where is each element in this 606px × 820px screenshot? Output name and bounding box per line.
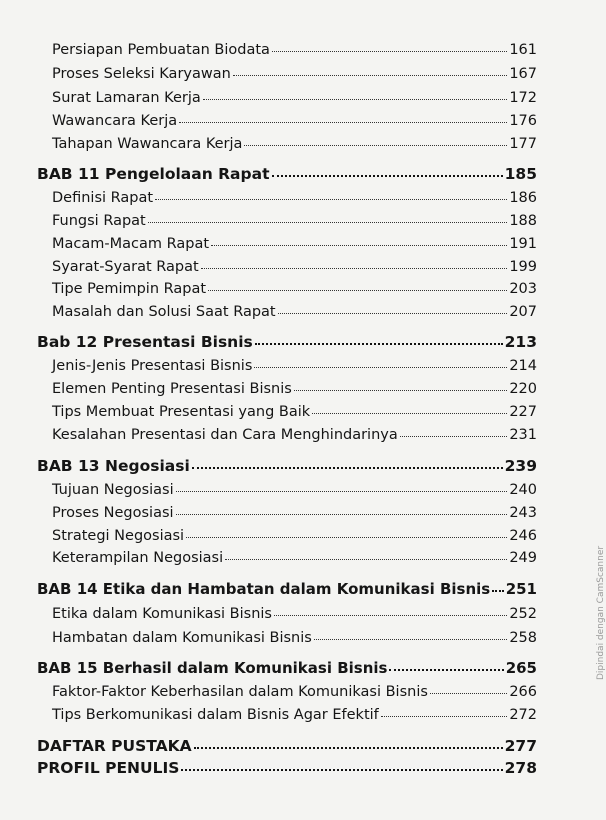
toc-entry-label: Tipe Pemimpin Rapat — [52, 281, 207, 297]
toc-chapter-bab-12 — [37, 333, 537, 351]
toc-chapter-bab-13 — [37, 457, 537, 475]
dot-leader — [314, 639, 507, 640]
toc-page-number: 220 — [509, 381, 537, 397]
dot-leader — [201, 268, 508, 269]
dot-leader — [176, 491, 508, 492]
toc-page-number: 186 — [509, 190, 537, 206]
toc-entry-tipe-pemimpin — [52, 281, 537, 297]
toc-page-number: 277 — [504, 737, 537, 755]
toc-entry-faktor-keberhasilan — [52, 684, 537, 700]
toc-entry-label: Surat Lamaran Kerja — [52, 90, 201, 106]
toc-page-number: 185 — [504, 165, 537, 183]
toc-page-number: 213 — [504, 333, 537, 351]
toc-page-number: 266 — [509, 684, 537, 700]
toc-page-number: 231 — [509, 427, 537, 443]
toc-entry-label: Elemen Penting Presentasi Bisnis — [52, 381, 292, 397]
toc-page-number: 207 — [509, 304, 537, 320]
toc-entry-macam-rapat — [52, 236, 537, 252]
toc-page-number: 203 — [509, 281, 537, 297]
toc-page-number: 249 — [509, 550, 537, 566]
dot-leader — [274, 615, 507, 616]
toc-chapter-label: BAB 13 Negosiasi — [37, 457, 190, 475]
toc-entry-syarat-rapat — [52, 259, 537, 275]
toc-page-number: 258 — [509, 630, 537, 646]
dot-leader — [225, 559, 507, 560]
toc-page-number: 191 — [509, 236, 537, 252]
toc-chapter-bab-15 — [37, 659, 537, 677]
dot-leader — [233, 75, 508, 76]
toc-entry-label: Macam-Macam Rapat — [52, 236, 210, 252]
dot-leader — [272, 175, 503, 177]
toc-chapter-profil-penulis — [37, 759, 537, 777]
toc-entry-surat-lamaran — [52, 90, 537, 106]
toc-entry-label: Keterampilan Negosiasi — [52, 550, 224, 566]
toc-page-number: 176 — [509, 113, 537, 129]
dot-leader — [272, 51, 507, 52]
toc-entry-elemen-penting — [52, 381, 537, 397]
toc-entry-label: Tahapan Wawancara Kerja — [52, 136, 243, 152]
toc-entry-jenis-presentasi — [52, 358, 537, 374]
toc-entry-label: Proses Seleksi Karyawan — [52, 66, 231, 82]
dot-leader — [312, 413, 507, 414]
toc-entry-tahapan-wawancara — [52, 136, 537, 152]
toc-page-number: 177 — [509, 136, 537, 152]
toc-entry-label: Fungsi Rapat — [52, 213, 146, 229]
toc-page-number: 251 — [505, 580, 537, 598]
dot-leader — [244, 145, 507, 146]
toc-page-number: 188 — [509, 213, 537, 229]
toc-chapter-daftar-pustaka — [37, 737, 537, 755]
toc-entry-kesalahan-presentasi — [52, 427, 537, 443]
toc-entry-tips-presentasi — [52, 404, 537, 420]
dot-leader — [176, 514, 508, 515]
dot-leader — [255, 343, 503, 345]
toc-chapter-bab-11 — [37, 165, 537, 183]
dot-leader — [155, 199, 507, 200]
toc-chapter-label: Bab 12 Presentasi Bisnis — [37, 333, 253, 351]
dot-leader — [186, 537, 507, 538]
dot-leader — [148, 222, 508, 223]
toc-entry-hambatan-komunikasi — [52, 630, 537, 646]
toc-page-number: 167 — [509, 66, 537, 82]
toc-entry-tips-berkomunikasi — [52, 707, 537, 723]
toc-entry-label: Definisi Rapat — [52, 190, 154, 206]
toc-entry-etika-komunikasi — [52, 606, 537, 622]
toc-entry-label: Tujuan Negosiasi — [52, 482, 174, 498]
toc-entry-label: Tips Berkomunikasi dalam Bisnis Agar Efektif — [52, 707, 379, 723]
dot-leader — [294, 390, 508, 391]
toc-chapter-label: DAFTAR PUSTAKA — [37, 737, 192, 755]
toc-entry-proses-negosiasi — [52, 505, 537, 521]
toc-page-number: 246 — [509, 528, 537, 544]
dot-leader — [278, 313, 508, 314]
toc-entry-fungsi-rapat — [52, 213, 537, 229]
toc-entry-masalah-solusi — [52, 304, 537, 320]
toc-entry-label: Etika dalam Komunikasi Bisnis — [52, 606, 272, 622]
toc-entry-label: Masalah dan Solusi Saat Rapat — [52, 304, 276, 320]
toc-entry-label: Strategi Negosiasi — [52, 528, 185, 544]
toc-page-number: 227 — [509, 404, 537, 420]
toc-entry-keterampilan-negosiasi — [52, 550, 537, 566]
toc-page-number: 252 — [509, 606, 537, 622]
toc-entry-label: Wawancara Kerja — [52, 113, 178, 129]
toc-entry-label: Tips Membuat Presentasi yang Baik — [52, 404, 311, 420]
toc-page-number: 161 — [509, 42, 537, 58]
dot-leader — [254, 367, 507, 368]
toc-entry-seleksi-karyawan — [52, 66, 537, 82]
toc-page-number: 199 — [509, 259, 537, 275]
toc-page-number: 172 — [509, 90, 537, 106]
dot-leader — [203, 99, 508, 100]
dot-leader — [192, 467, 503, 469]
toc-chapter-label: BAB 15 Berhasil dalam Komunikasi Bisnis — [37, 659, 388, 677]
dot-leader — [400, 436, 508, 437]
toc-entry-label: Persiapan Pembuatan Biodata — [52, 42, 270, 58]
dot-leader — [492, 590, 503, 592]
toc-page-number: 214 — [509, 358, 537, 374]
toc-entry-strategi-negosiasi — [52, 528, 537, 544]
scanner-watermark: Dipindai dengan CamScanner — [596, 545, 606, 680]
toc-page-number: 272 — [509, 707, 537, 723]
dot-leader — [208, 290, 507, 291]
toc-chapter-label: BAB 14 Etika dan Hambatan dalam Komunikasi Bisnis — [37, 580, 491, 598]
dot-leader — [430, 693, 507, 694]
toc-entry-wawancara-kerja — [52, 113, 537, 129]
dot-leader — [381, 716, 508, 717]
toc-page-number: 239 — [504, 457, 537, 475]
toc-page-number: 265 — [505, 659, 537, 677]
dot-leader — [194, 747, 503, 749]
toc-entry-label: Proses Negosiasi — [52, 505, 174, 521]
toc-chapter-label: BAB 11 Pengelolaan Rapat — [37, 165, 270, 183]
toc-entry-label: Jenis-Jenis Presentasi Bisnis — [52, 358, 253, 374]
toc-entry-tujuan-negosiasi — [52, 482, 537, 498]
dot-leader — [211, 245, 507, 246]
toc-chapter-label: PROFIL PENULIS — [37, 759, 180, 777]
toc-chapter-bab-14 — [37, 580, 537, 598]
dot-leader — [389, 669, 503, 671]
dot-leader — [181, 769, 502, 771]
toc-entry-definisi-rapat — [52, 190, 537, 206]
toc-page-number: 278 — [504, 759, 537, 777]
toc-page-number: 240 — [509, 482, 537, 498]
toc-entry-label: Kesalahan Presentasi dan Cara Menghindarinya — [52, 427, 398, 443]
toc-entry-label: Hambatan dalam Komunikasi Bisnis — [52, 630, 312, 646]
dot-leader — [179, 122, 507, 123]
toc-entry-label: Syarat-Syarat Rapat — [52, 259, 199, 275]
toc-entry-persiapan-biodata — [52, 42, 537, 58]
toc-page-number: 243 — [509, 505, 537, 521]
toc-entry-label: Faktor-Faktor Keberhasilan dalam Komunikasi Bisnis — [52, 684, 428, 700]
